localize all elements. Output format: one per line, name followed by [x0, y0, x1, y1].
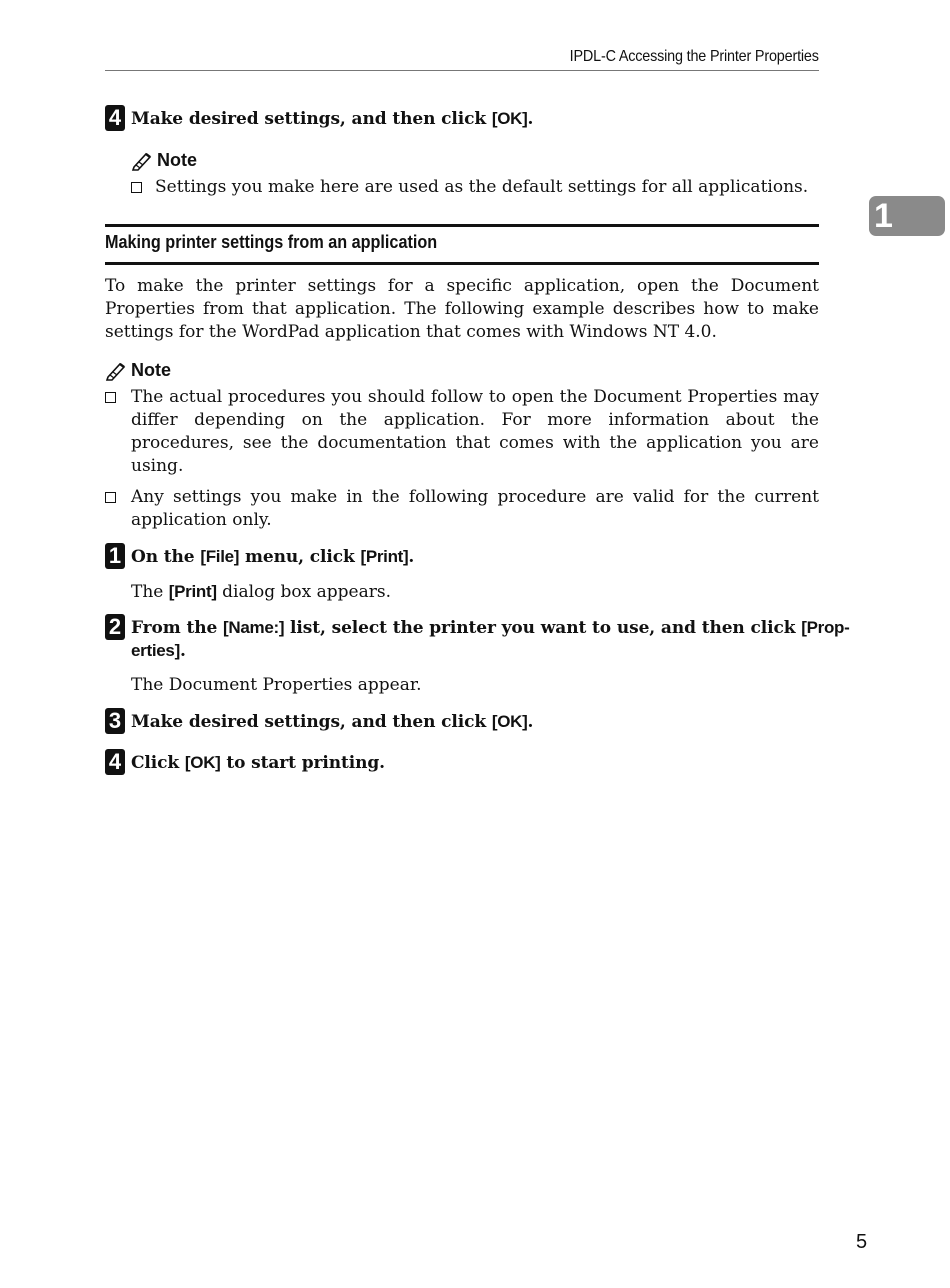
step-number-badge: 4	[105, 105, 125, 131]
keyword-properties: [Prop-	[801, 618, 850, 637]
step-number-badge: 3	[105, 708, 125, 734]
step-text: Click [OK] to start printing.	[131, 753, 385, 773]
step-text: Make desired settings, and then click [OK].	[131, 109, 534, 129]
step-text-continued: erties].	[131, 641, 186, 661]
keyword-print: [Print]	[168, 582, 217, 601]
note-heading-label: Note	[131, 360, 171, 380]
step-number-badge: 2	[105, 614, 125, 640]
section-intro-paragraph: To make the printer settings for a specific application, open the Document Properties from that application. The following example describes how to make settings for the WordPad application that comes with Windows NT 4.0.	[105, 276, 819, 342]
pencil-note-icon	[105, 361, 127, 381]
running-header: IPDL-C Accessing the Printer Properties	[569, 48, 819, 65]
keyword-print: [Print]	[360, 547, 409, 566]
note-2-item-1: The actual procedures you should follow to open the Document Properties may differ depending on the application. For more information about the procedures, see the documentation that comes with the application you are using.	[131, 387, 819, 476]
checkbox-bullet-icon	[131, 182, 142, 193]
step-text: From the [Name:] list, select the printer you want to use, and then click [Prop-	[131, 618, 850, 638]
checkbox-bullet-icon	[105, 392, 116, 403]
keyword-ok: [OK]	[184, 753, 221, 772]
page-number: 5	[856, 1231, 868, 1253]
step-text: On the [File] menu, click [Print].	[131, 547, 415, 567]
step-number-badge: 4	[105, 749, 125, 775]
pencil-note-icon	[131, 151, 153, 171]
note-1-item: Settings you make here are used as the default settings for all applications.	[155, 177, 809, 197]
chapter-tab	[869, 196, 945, 236]
checkbox-bullet-icon	[105, 492, 116, 503]
section-title: Making printer settings from an application	[105, 232, 438, 252]
step-number-badge: 1	[105, 543, 125, 569]
chapter-tab-number: 1	[874, 197, 893, 235]
step-text: Make desired settings, and then click [OK].	[131, 712, 534, 732]
keyword-name: [Name:]	[223, 618, 285, 637]
note-2-item-2: Any settings you make in the following procedure are valid for the current application only.	[131, 487, 819, 530]
step-1-result: The [Print] dialog box appears.	[131, 582, 391, 602]
note-heading-label: Note	[157, 150, 197, 170]
note-heading-2	[105, 360, 171, 381]
keyword-ok: [OK]	[491, 109, 528, 128]
section-rule-top	[105, 224, 819, 227]
keyword-ok: [OK]	[491, 712, 528, 731]
keyword-file: [File]	[200, 547, 240, 566]
header-rule	[105, 70, 819, 71]
section-rule-bottom	[105, 262, 819, 265]
step-2-result: The Document Properties appear.	[131, 675, 422, 695]
keyword-properties: erties]	[131, 641, 180, 660]
note-heading-1	[131, 150, 197, 171]
